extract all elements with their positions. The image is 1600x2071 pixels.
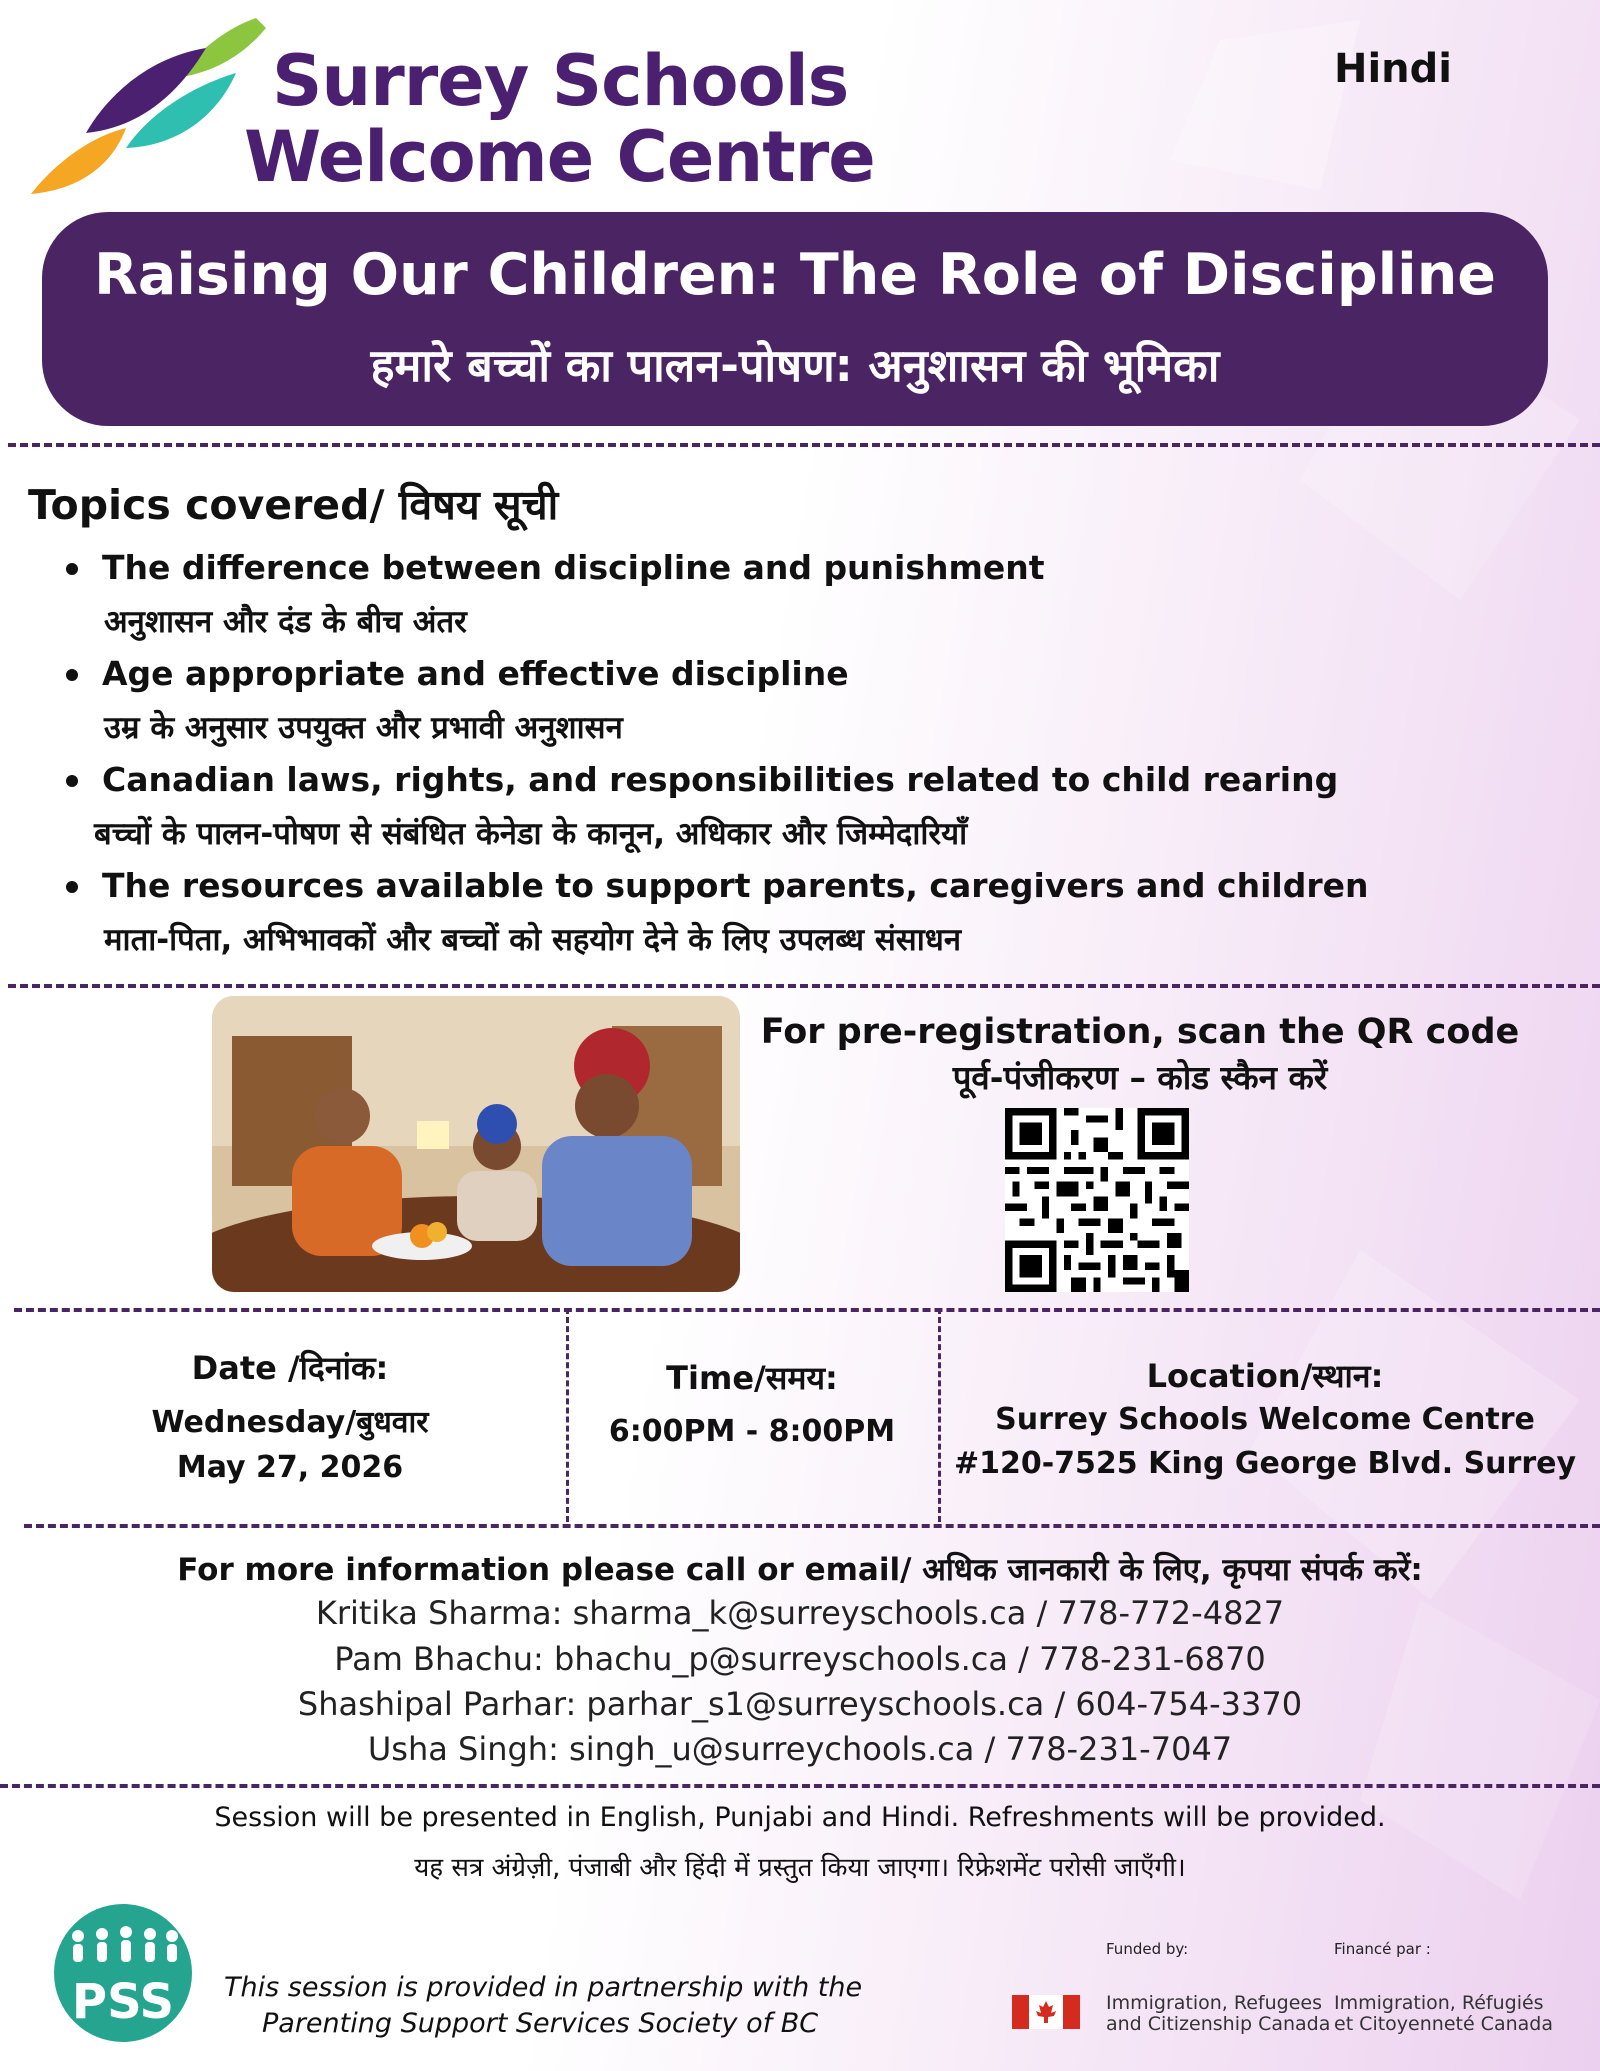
divider — [14, 1308, 1600, 1312]
date-day: Wednesday/बुधवार — [151, 1405, 429, 1440]
location-address: #120-7525 King George Blvd. Surrey — [953, 1446, 1577, 1481]
title-english: Raising Our Children: The Role of Discipline — [94, 242, 1496, 308]
contact-line[interactable]: Usha Singh: singh_u@surreychools.ca / 778-231-7047 — [367, 1730, 1233, 1768]
divider — [8, 984, 1600, 988]
ircc-name-en-line2: and Citizenship Canada — [1106, 2013, 1331, 2035]
family-dinner-photo — [212, 996, 740, 1292]
topic-item-en: The difference between discipline and punishment — [102, 548, 1045, 587]
divider — [0, 1784, 1600, 1788]
topic-item-en: Canadian laws, rights, and responsibilities related to child rearing — [102, 760, 1339, 799]
canada-flag-icon — [1012, 1995, 1080, 2029]
topic-item-hi: माता-पिता, अभिभावकों और बच्चों को सहयोग देने के लिए उपलब्ध संसाधन — [104, 922, 962, 958]
contact-line[interactable]: Pam Bhachu: bhachu_p@surreyschools.ca / 778-231-6870 — [334, 1640, 1266, 1678]
contact-line[interactable]: Shashipal Parhar: parhar_s1@surreyschools.ca / 604-754-3370 — [297, 1685, 1303, 1723]
topic-item-hi: उम्र के अनुसार उपयुक्त और प्रभावी अनुशासन — [104, 710, 623, 746]
contact-heading: For more information please call or email/ अधिक जानकारी के लिए, कृपया संपर्क करें: — [177, 1552, 1423, 1588]
qr-code-icon[interactable] — [1000, 1108, 1194, 1292]
bullet-icon — [66, 775, 78, 787]
location-name: Surrey Schools Welcome Centre — [995, 1402, 1535, 1437]
topic-item-hi: बच्चों के पालन-पोषण से संबंधित केनेडा के कानून, अधिकार और जिम्मेदारियाँ — [94, 816, 968, 852]
time-value: 6:00PM - 8:00PM — [608, 1414, 896, 1449]
title-banner — [42, 212, 1548, 426]
logo-title-line1: Surrey Schools — [272, 40, 849, 122]
pss-logo — [54, 1904, 192, 2042]
bullet-icon — [66, 881, 78, 893]
session-note-hi: यह सत्र अंग्रेज़ी, पंजाबी और हिंदी में प्रस्तुत किया जाएगा। रिफ्रेशमेंट परोसी जाएँगी। — [414, 1853, 1186, 1883]
date-value: May 27, 2026 — [176, 1450, 404, 1485]
pss-logo-text: PSS — [71, 1974, 175, 2030]
date-label: Date /दिनांक: — [191, 1349, 389, 1387]
topic-item-en: The resources available to support parents, caregivers and children — [102, 866, 1369, 905]
divider — [566, 1308, 569, 1522]
registration-text-hi: पूर्व-पंजीकरण – कोड स्कैन करें — [952, 1058, 1328, 1097]
ircc-name-en-line1: Immigration, Refugees — [1106, 1992, 1322, 2014]
session-note-en: Session will be presented in English, Punjabi and Hindi. Refreshments will be provided. — [214, 1802, 1386, 1833]
language-label: Hindi — [1333, 46, 1452, 92]
bullet-icon — [66, 563, 78, 575]
bullet-icon — [66, 669, 78, 681]
partner-text-line2: Parenting Support Services Society of BC — [262, 2008, 819, 2039]
divider — [24, 1524, 1600, 1528]
topic-item-hi: अनुशासन और दंड के बीच अंतर — [104, 604, 467, 640]
finance-par-label: Financé par : — [1334, 1940, 1431, 1958]
topic-item-en: Age appropriate and effective discipline — [102, 654, 849, 693]
ircc-name-fr-line2: et Citoyenneté Canada — [1334, 2013, 1553, 2035]
divider — [938, 1308, 941, 1522]
logo-title-line2: Welcome Centre — [244, 116, 875, 198]
contact-line[interactable]: Kritika Sharma: sharma_k@surreyschools.ca / 778-772-4827 — [315, 1594, 1285, 1632]
time-label: Time/समय: — [666, 1359, 838, 1397]
funded-by-label: Funded by: — [1106, 1940, 1189, 1958]
registration-text-en: For pre-registration, scan the QR code — [760, 1012, 1520, 1052]
partner-text-line1: This session is provided in partnership with the — [224, 1972, 863, 2003]
topics-heading: Topics covered/ विषय सूची — [28, 481, 559, 529]
title-hindi: हमारे बच्चों का पालन-पोषण: अनुशासन की भूमिका — [370, 339, 1220, 392]
ircc-name-fr-line1: Immigration, Réfugiés — [1334, 1992, 1544, 2014]
divider — [8, 443, 1600, 447]
location-label: Location/स्थान: — [1146, 1357, 1384, 1395]
